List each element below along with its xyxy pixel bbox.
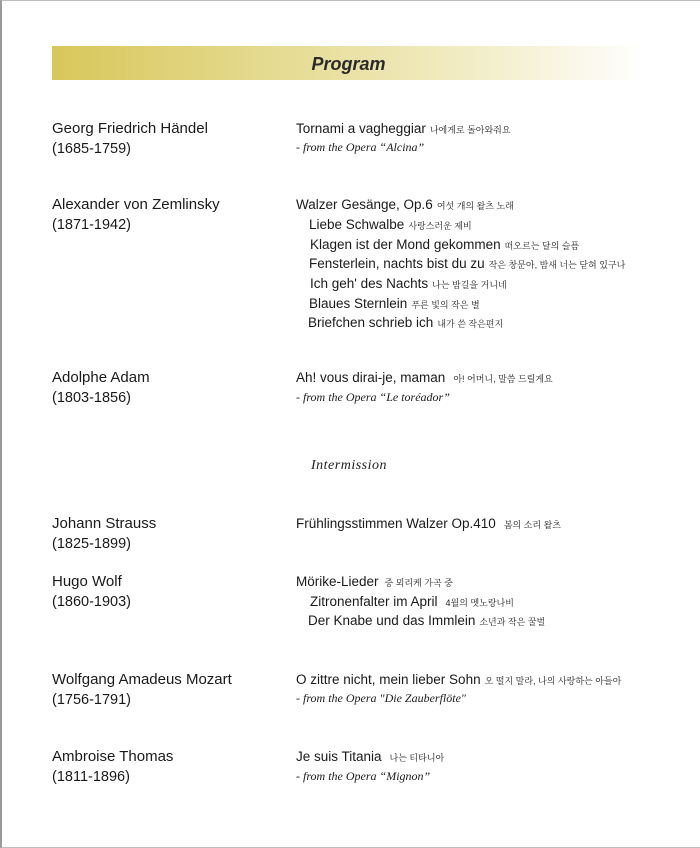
composer-strauss [52, 514, 156, 554]
composer-name: Georg Friedrich Händel [52, 120, 208, 137]
piece-title: Tornami a vagheggiar 나에게로 돌아와줘요 [296, 121, 511, 136]
composer-adam [52, 368, 150, 408]
composer-zemlinsky [52, 195, 220, 235]
opera-source: - from the Opera “Alcina” [296, 140, 425, 154]
piece-title: O zittre nicht, mein lieber Sohn 오 떨지 말라, 나의 사랑하는 아들아 [296, 672, 622, 687]
song-title: Blaues Sternlein 푸른 빛의 작은 별 [309, 296, 480, 311]
opera-source: - from the Opera "Die Zauberflöte" [296, 691, 466, 705]
composer-thomas [52, 747, 173, 787]
composer-years: (1871-1942) [52, 217, 131, 233]
intermission-label: Intermission [311, 458, 387, 473]
composer-name: Johann Strauss [52, 515, 157, 532]
opera-source: - from the Opera “Mignon” [296, 769, 431, 783]
song-title: Der Knabe und das Immlein 소년과 작은 꿀벌 [308, 613, 546, 628]
song-title: Klagen ist der Mond gekommen 떠오르는 달의 슬픔 [310, 237, 580, 252]
composer-name: Wolfgang Amadeus Mozart [52, 671, 232, 688]
composer-name: Adolphe Adam [52, 369, 150, 386]
piece-title: Mörike-Lieder 중 뫼리케 가곡 중 [296, 574, 453, 589]
piece-title: Je suis Titania 나는 티타니아 [296, 749, 445, 764]
composer-name: Hugo Wolf [52, 573, 122, 590]
composer-years: (1803-1856) [52, 390, 131, 406]
piece-title: Frühlingsstimmen Walzer Op.410 봄의 소리 왈츠 [296, 516, 561, 531]
composer-mozart [52, 670, 232, 710]
composer-years: (1811-1896) [52, 769, 130, 785]
composer-name: Ambroise Thomas [52, 748, 174, 765]
composer-name: Alexander von Zemlinsky [52, 196, 220, 213]
song-title: Zitronenfalter im April 4월의 멧노랑나비 [310, 594, 514, 609]
composer-years: (1860-1903) [52, 594, 131, 610]
piece-title: Ah! vous dirai-je, maman 아! 어머니, 말씀 드릴게요 [296, 370, 553, 385]
song-title: Liebe Schwalbe 사랑스러운 제비 [309, 217, 472, 232]
page-title: Program [311, 54, 386, 74]
composer-years: (1756-1791) [52, 692, 131, 708]
song-title: Briefchen schrieb ich 내가 쓴 작은편지 [308, 315, 504, 330]
song-title: Ich geh' des Nachts 나는 밤길을 거니네 [310, 276, 507, 291]
composer-wolf [52, 572, 131, 612]
program-banner [52, 46, 645, 80]
song-title: Fensterlein, nachts bist du zu 작은 창문아, 밤새 너는 닫혀 있구나 [309, 256, 626, 271]
composer-years: (1685-1759) [52, 141, 131, 157]
composer-handel [52, 119, 208, 159]
opera-source: - from the Opera “Le toréador” [296, 390, 450, 404]
piece-title: Walzer Gesänge, Op.6 여섯 개의 왈츠 노래 [296, 197, 514, 212]
composer-years: (1825-1899) [52, 536, 131, 552]
